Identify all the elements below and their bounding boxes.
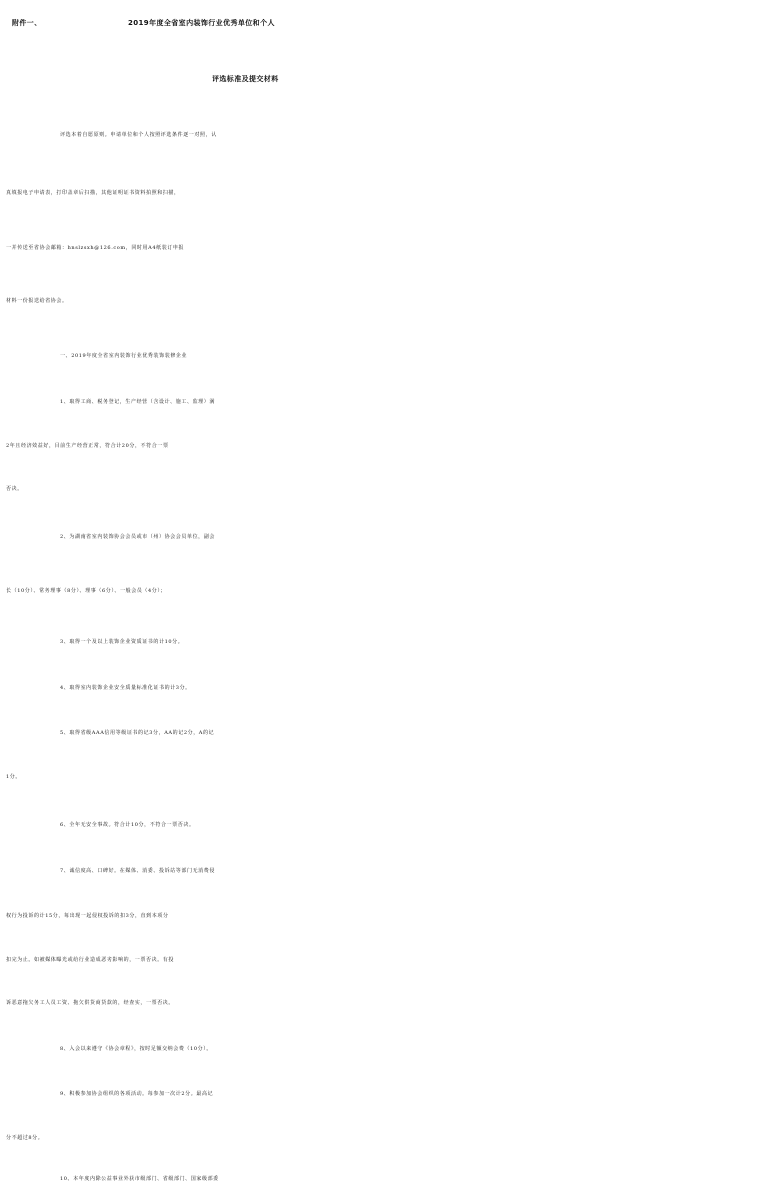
attachment-label: 附件一、	[12, 19, 42, 27]
criterion-line: 诉恶意拖欠务工人员工资、拖欠供货商货款的，经查实，一票否决。	[6, 1000, 175, 1006]
criterion-line: 3、取得一个及以上装饰企业资质证书的计10分。	[60, 639, 184, 645]
criterion-line: 扣完为止。如被媒体曝光或给行业造成恶劣影响的，一票否决。有投	[6, 957, 175, 963]
intro-line: 材料一份报送给省协会。	[6, 298, 68, 304]
intro-line: 真填报电子申请表，打印盖章后扫描，其他证明证书资料拍照和扫描，	[6, 190, 180, 196]
criterion-line: 5、取得省级AAA信用等级证书的记3分，AA的记2分，A的记	[60, 730, 215, 736]
criterion-line: 1分。	[6, 774, 21, 780]
criterion-line: 4、取得室内装饰企业安全质量标准化证书的计3分。	[60, 685, 191, 691]
document-subtitle: 评选标准及提交材料	[212, 75, 279, 83]
criterion-line: 1、取得工商、税务登记，生产经营（含设计、施工、监理）满	[60, 399, 215, 405]
criterion-line: 6、全年无安全事故。符合计10分，不符合一票否决。	[60, 822, 195, 828]
criterion-line: 2、为湖南省室内装饰协会会员或市（州）协会会员单位，副会	[60, 534, 215, 540]
criterion-line: 8、入会以来遵守《协会章程》，按时足额交纳会费（10分）。	[60, 1046, 212, 1052]
criterion-line: 7、诚信度高、口碑好。在媒体、消委、投诉站等部门无消费侵	[60, 868, 215, 874]
document-title: 2019年度全省室内装饰行业优秀单位和个人	[128, 19, 275, 27]
criterion-line: 分不超过8分。	[6, 1135, 44, 1141]
criterion-line: 否决。	[6, 486, 23, 492]
criterion-line: 10、本年度内除公益事业外获市级部门、省级部门、国家级部委	[60, 1176, 219, 1182]
intro-line: 一并传送至省协会邮箱：hnslzsxh@126.com，同时用A4纸装订申报	[6, 245, 185, 251]
criterion-line: 权行为投诉的计15分，每出现一起侵权投诉的扣3分，直到本项分	[6, 913, 169, 919]
criterion-line: 2年且经济效益好，目前生产经营正常，符合计20分，不符合一票	[6, 443, 169, 449]
title-line-1	[0, 6, 766, 40]
criterion-line: 9、积极参加协会组织的各项活动。每参加一次计2分。最高记	[60, 1091, 214, 1097]
section-heading: 一、2019年度全省室内装饰行业优秀装饰装修企业	[60, 353, 188, 359]
intro-line: 评选本着自愿原则。申请单位和个人按照评选条件逐一对照，认	[60, 132, 217, 138]
criterion-line: 长（10分）、常务理事（8分）、理事（6分）、一般会员（4分）；	[6, 588, 167, 594]
